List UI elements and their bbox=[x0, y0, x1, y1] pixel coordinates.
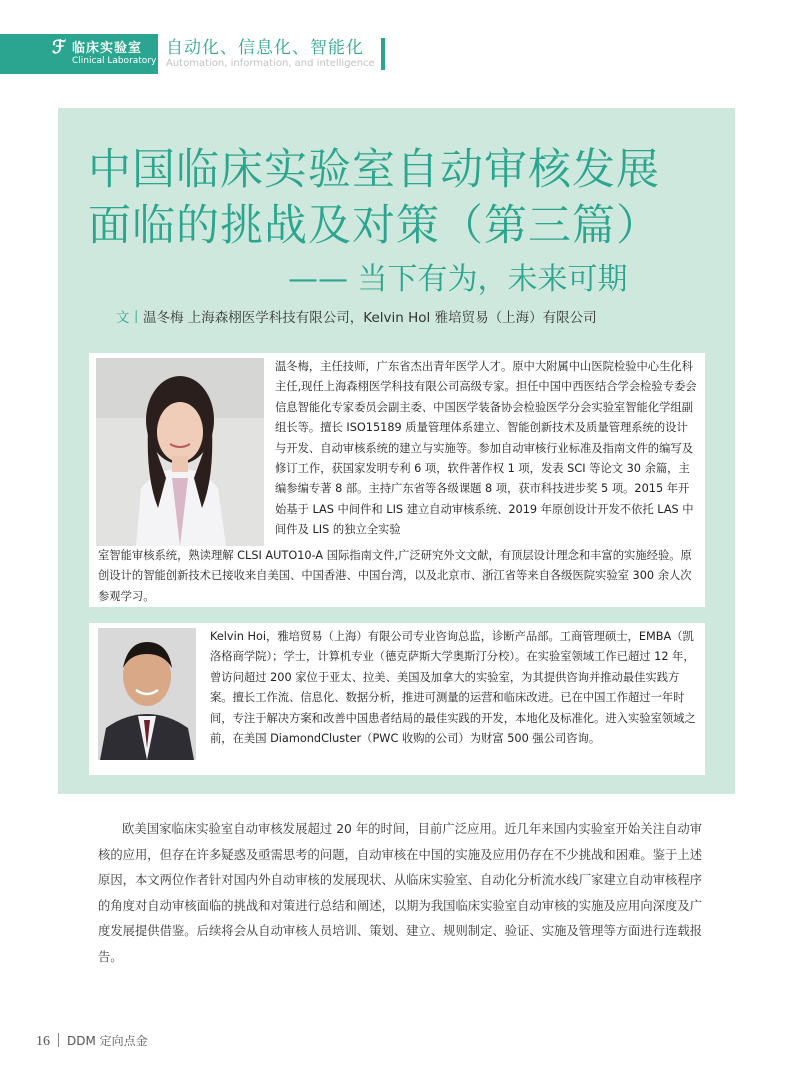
section-divider-bar bbox=[381, 38, 385, 70]
author-photo-1 bbox=[96, 358, 264, 546]
section-subtitle: Automation, information, and intelligence bbox=[166, 58, 375, 69]
page-footer bbox=[36, 1032, 148, 1050]
logo-chinese-name: 临床实验室 bbox=[72, 41, 143, 56]
author-portrait-1-icon bbox=[96, 358, 264, 546]
author-bio-2: Kelvin Hoi，雅培贸易（上海）有限公司专业咨询总监，诊断产品部。工商管理硕士，EMBA（凯洛格商学院）；学士，计算机专业（德克萨斯大学奥斯汀分校）。在实验室领域工作已超过 12 年，曾访问超过 200 家位于亚太、拉美、美国及加拿大的实验室，为其提供咨询并推动最佳实践方案。擅长工作流、信息化、数据分析，推进可测量的运营和临床改进。已在中国工作超过一年时间，专注于解决方案和改善中国患者结局的最佳实践的开发，本地化及标准化。进入实验室领域之前，在美国 DiamondCluster（PWC 收购的公司）为财富 500 强公司咨询。 bbox=[210, 630, 696, 746]
intro-paragraph: 欧美国家临床实验室自动审核发展超过 20 年的时间，目前广泛应用。近几年来国内实验室开始关注自动审核的应用，但存在许多疑惑及亟需思考的问题，自动审核在中国的实施及应用仍存在不少挑战和困难。鉴于上述原因，本文两位作者针对国内外自动审核的发展现状、从临床实验室、自动化分析流水线厂家建立自动审核程序的角度对自动审核面临的挑战和对策进行总结和阐述，以期为我国临床实验室自动审核的实施及应用向深度及广度发展提供借鉴。后续将会从自动审核人员培训、策划、建立、规则制定、验证、实施及管理等方面进行连载报告。 bbox=[98, 822, 702, 964]
article-title-line-1: 中国临床实验室自动审核发展 bbox=[88, 145, 660, 195]
article-subtitle: —— 当下有为，未来可期 bbox=[288, 262, 628, 297]
page-number: 16 bbox=[36, 1034, 50, 1049]
article-title bbox=[88, 142, 728, 254]
author-portrait-2-icon bbox=[98, 628, 196, 760]
section-title: 自动化、信息化、智能化 bbox=[166, 38, 364, 58]
author-photo-2 bbox=[98, 628, 196, 760]
author-bio-1: 温冬梅，主任技师，广东省杰出青年医学人才。原中大附属中山医院检验中心生化科主任,现任上海森栩医学科技有限公司高级专家。担任中国中西医结合学会检验专委会信息智能化专家委员会副主委、中国医学装备协会检验医学分会实验室智能化学组副组长等。擅长 ISO15189 质量管理体系建立、智能创新技术及质量管理系统的设计与开发、自动审核系统的建立与实施等。参加自动审核行业标准及指南文件的编写及修订工作，获国家发明专利 6 项，软件著作权 1 项，发表 SCI 等论文 30 余篇，主编参编专著 8 部。主持广东省等各级课题 8 项，获市科技进步奖 5 项。2015 年开始基于 LAS 中间件和 LIS 建立自动审核系统、2019 年原创设计开发不依托 LAS 中间件及 LIS 的独立全实验 bbox=[275, 360, 697, 537]
footer-divider bbox=[58, 1033, 59, 1047]
byline-authors: 温冬梅 上海森栩医学科技有限公司，Kelvin Hol 雅培贸易（上海）有限公司 bbox=[143, 310, 597, 326]
publication-name: DDM 定向点金 bbox=[67, 1034, 148, 1048]
logo-english-name: Clinical Laboratory bbox=[72, 56, 157, 66]
logo-emblem-icon: ℱ bbox=[52, 37, 67, 58]
byline bbox=[116, 306, 597, 326]
article-title-line-2: 面临的挑战及对策（第三篇） bbox=[88, 201, 660, 251]
author-bio-1-continued: 室智能审核系统，熟读理解 CLSI AUTO10-A 国际指南文件,广泛研究外文文献，有顶层设计理念和丰富的实施经验。原创设计的智能创新技术已接收来自美国、中国香港、中国台湾，以及北京市、浙江省等来自各级医院实验室 300 余人次参观学习。 bbox=[98, 549, 692, 603]
byline-label: 文丨 bbox=[116, 310, 143, 326]
